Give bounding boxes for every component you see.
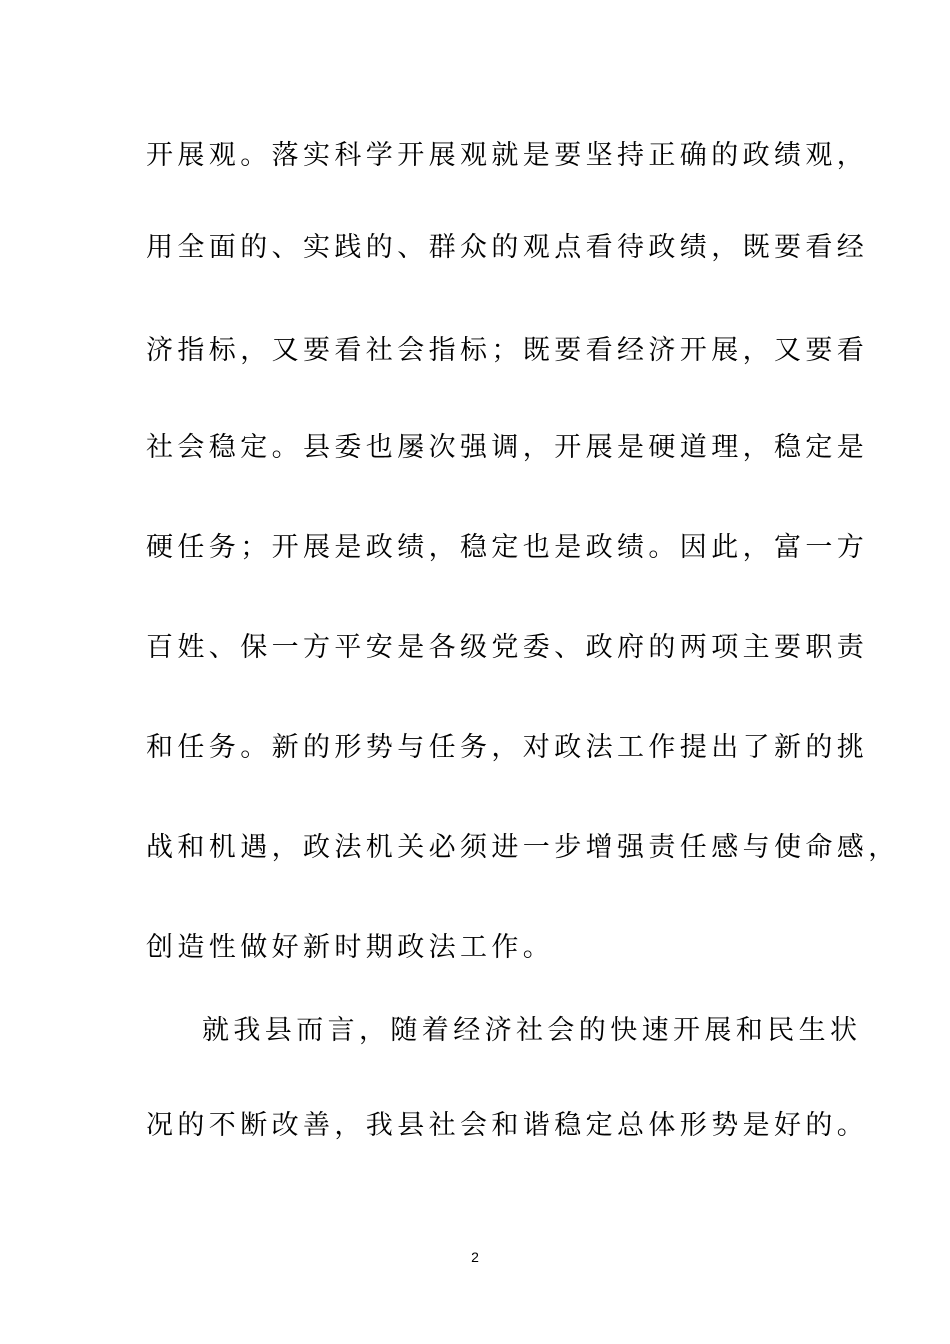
- text-line: 开展观。落实科学开展观就是要坚持正确的政绩观，: [146, 140, 869, 171]
- paragraph-first-line: 就我县而言，随着经济社会的快速开展和民生状: [202, 1015, 862, 1046]
- text-line: 况的不断改善，我县社会和谐稳定总体形势是好的。: [146, 1110, 869, 1141]
- text-line: 硬任务；开展是政绩，稳定也是政绩。因此，富一方: [146, 532, 869, 563]
- text-line: 战和机遇，政法机关必须进一步增强责任感与使命感，: [146, 832, 900, 863]
- text-line: 和任务。新的形势与任务，对政法工作提出了新的挑: [146, 732, 869, 763]
- text-line: 济指标，又要看社会指标；既要看经济开展，又要看: [146, 335, 869, 366]
- page-number: 2: [471, 1249, 479, 1265]
- text-line: 社会稳定。县委也屡次强调，开展是硬道理，稳定是: [146, 432, 869, 463]
- text-line: 百姓、保一方平安是各级党委、政府的两项主要职责: [146, 632, 869, 663]
- text-line: 用全面的、实践的、群众的观点看待政绩，既要看经: [146, 232, 869, 263]
- text-line: 创造性做好新时期政法工作。: [146, 932, 555, 963]
